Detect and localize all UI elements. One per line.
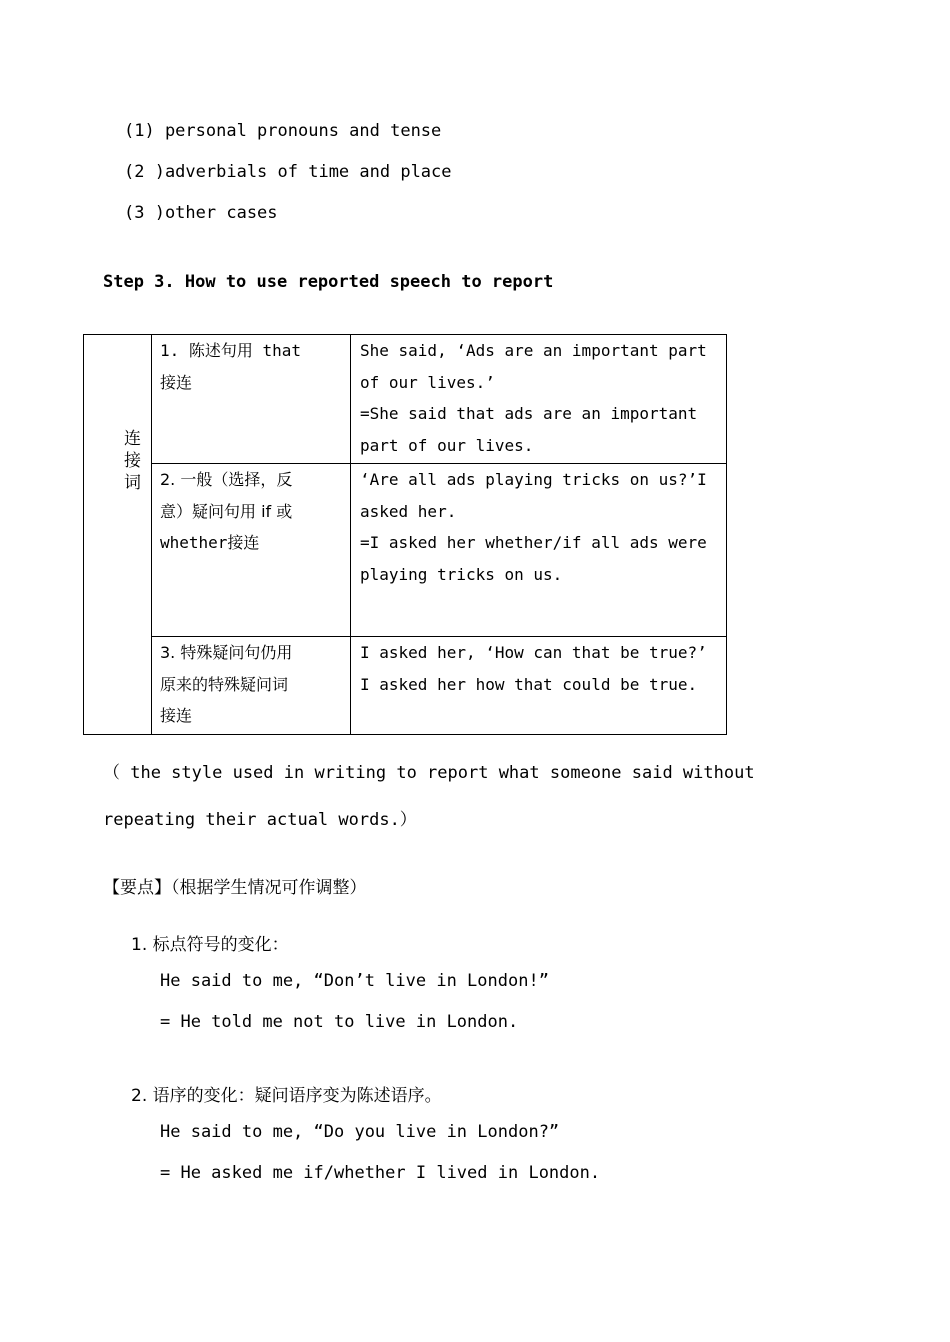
- example-1-line-2: of our lives.’: [360, 372, 495, 392]
- rule-cell-1: [152, 335, 351, 464]
- point-2-title: 2. 语序的变化：疑问语序变为陈述语序。: [131, 1086, 442, 1106]
- rule-3-line-1: 3. 特殊疑问句仍用: [160, 643, 293, 662]
- group-label-cell: [84, 335, 152, 735]
- group-label: 连接词: [124, 429, 141, 493]
- example-3-line-1: I asked her, ‘How can that be true?’: [360, 643, 707, 662]
- example-2-line-3: =I asked her whether/if all ads were: [360, 533, 707, 552]
- example-3-line-2: I asked her how that could be true.: [360, 674, 698, 694]
- rule-3-line-2: 原来的特殊疑问词: [160, 674, 289, 694]
- rule-cell-2: [152, 464, 351, 637]
- definition-line-1: （ the style used in writing to report what someone said without: [103, 763, 755, 783]
- point-1-example: He said to me, “Don’t live in London!”: [160, 971, 549, 991]
- point-1-title: 1. 标点符号的变化：: [131, 935, 289, 955]
- example-1-line-1: She said, ‘Ads are an important part: [360, 341, 707, 360]
- key-points-heading: 【要点】（根据学生情况可作调整）: [103, 878, 367, 898]
- point-1-answer: = He told me not to live in London.: [160, 1012, 519, 1032]
- example-1-line-3: =She said that ads are an important: [360, 404, 698, 423]
- example-cell-2: [351, 464, 727, 637]
- rule-2-line-3: whether接连: [160, 533, 260, 552]
- rule-3-line-3: 接连: [160, 706, 193, 725]
- example-2-line-4: playing tricks on us.: [360, 564, 563, 584]
- rule-cell-3: [152, 637, 351, 735]
- example-1-line-4: part of our lives.: [360, 435, 534, 455]
- reported-speech-table: [83, 334, 727, 735]
- rule-1-line-1: 1. 陈述句用 that: [160, 341, 302, 360]
- example-cell-3: [351, 637, 727, 735]
- point-2-answer: = He asked me if/whether I lived in London.: [160, 1163, 601, 1183]
- step3-heading: Step 3. How to use reported speech to report: [103, 272, 554, 292]
- example-2-line-2: asked her.: [360, 501, 457, 521]
- list-item-2: (2 )adverbials of time and place: [124, 162, 452, 182]
- rule-2-line-2: 意）疑问句用 if 或: [160, 501, 293, 521]
- example-cell-1: [351, 335, 727, 464]
- point-2-example: He said to me, “Do you live in London?”: [160, 1122, 560, 1142]
- list-item-3: (3 )other cases: [124, 203, 278, 223]
- example-2-line-1: ‘Are all ads playing tricks on us?’I: [360, 470, 707, 489]
- rule-2-line-1: 2. 一般（选择，反: [160, 470, 293, 489]
- rule-1-line-2: 接连: [160, 372, 193, 392]
- definition-line-2: repeating their actual words.）: [103, 810, 417, 830]
- list-item-1: (1) personal pronouns and tense: [124, 121, 442, 141]
